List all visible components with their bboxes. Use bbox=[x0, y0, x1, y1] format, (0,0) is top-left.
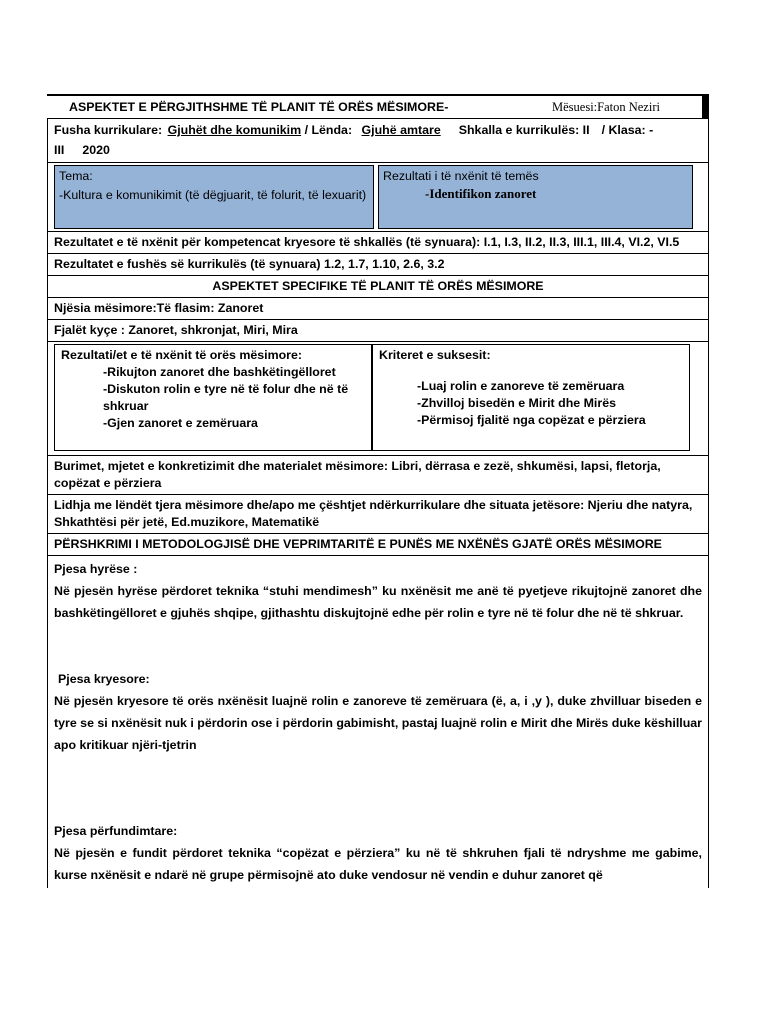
lesson-plan-document bbox=[47, 94, 709, 888]
teacher-name: Mësuesi:Faton Neziri bbox=[552, 99, 660, 114]
fusha-rezultatet-row: Rezultatet e fushës së kurrikulës (të synuara) 1.2, 1.7, 1.10, 2.6, 3.2 bbox=[48, 254, 708, 276]
tema-cell bbox=[54, 165, 374, 229]
general-aspects-header bbox=[47, 94, 709, 119]
kompetencat-row: Rezultatet e të nxënit për kompetencat kryesore të shkallës (të synuara): I.1, I.3, II.2, II.3, III.1, III.4, VI.2, VI.5 bbox=[48, 232, 708, 254]
lidhja-row: Lidhja me lëndët tjera mësimore dhe/apo me çështjet ndërkurrikulare dhe situata jetësore: Njeriu dhe natyra, Shkathtësi për jetë, Ed.muzikore, Matematikë bbox=[48, 495, 708, 534]
methodology-section bbox=[48, 556, 708, 888]
objectives-row bbox=[48, 342, 708, 456]
njesia-row: Njësia mësimore:Të flasim: Zanoret bbox=[48, 298, 708, 320]
klasa-label: / Klasa: - bbox=[601, 123, 654, 137]
kriteret-item: -Luaj rolin e zanoreve të zemëruara bbox=[417, 379, 625, 393]
rezultatet-ores-cell bbox=[54, 344, 372, 451]
kriteret-item: -Zhvilloj bisedën e Mirit dhe Mirës bbox=[417, 396, 616, 410]
rezultatet-ores-label: Rezultati/et e të nxënit të orës mësimore: bbox=[61, 348, 303, 362]
kriteret-cell bbox=[372, 344, 690, 451]
lenda-label: / Lënda: bbox=[301, 123, 356, 137]
fusha-label: Fusha kurrikulare: bbox=[54, 123, 166, 137]
pjesa-perfundimtare-title: Pjesa përfundimtare: bbox=[54, 824, 178, 838]
pjesa-kryesore-title: Pjesa kryesore: bbox=[58, 672, 150, 686]
rezultati-teme-label: Rezultati i të nxënit të temës bbox=[383, 169, 539, 183]
tema-value: -Kultura e komunikimit (të dëgjuarit, të folurit, të lexuarit) bbox=[59, 188, 367, 202]
metodologjia-title-row: PËRSHKRIMI I METODOLOGJISË DHE VEPRIMTARITË E PUNËS ME NXËNËS GJATË ORËS MËSIMORE bbox=[48, 534, 708, 556]
tema-row bbox=[48, 163, 708, 232]
specifike-title-row: ASPEKTET SPECIFIKE TË PLANIT TË ORËS MËSIMORE bbox=[48, 276, 708, 298]
year-text: 2020 bbox=[82, 143, 110, 157]
burimet-row: Burimet, mjetet e konkretizimit dhe materialet mësimore: Libri, dërrasa e zezë, shkumësi, lapsi, fletorja, copëzat e përziera bbox=[48, 456, 708, 495]
rezultatet-ores-item: -Gjen zanoret e zemëruara bbox=[103, 416, 258, 430]
rezultati-teme-cell bbox=[378, 165, 693, 229]
kriteret-item: -Përmisoj fjalitë nga copëzat e përziera bbox=[417, 413, 646, 427]
lenda-value: Gjuhë amtare bbox=[361, 123, 441, 137]
rezultati-teme-value: -Identifikon zanoret bbox=[425, 186, 537, 201]
pjesa-kryesore-text: Në pjesën kryesore të orës nxënësit luajnë rolin e zanoreve të zemëruara (ë, a, i ,y ), duke zhvilluar biseden e tyre se si nxënësit nuk i përdorin ose i përdorin gabimisht, pastaj luajnë rolin e Mirit dhe Mirës duke këshilluar apo kritikuar njëri-tjetrin bbox=[54, 694, 702, 752]
rezultatet-ores-item: -Rikujton zanoret dhe bashkëtingëlloret bbox=[103, 365, 336, 379]
fusha-value: Gjuhët dhe komunikim bbox=[167, 123, 302, 137]
pjesa-hyrese-title: Pjesa hyrëse : bbox=[54, 562, 138, 576]
fjalet-row: Fjalët kyçe : Zanoret, shkronjat, Miri, Mira bbox=[48, 320, 708, 342]
pjesa-hyrese-text: Në pjesën hyrëse përdoret teknika “stuhi mendimesh” ku nxënësit me anë të pyetjeve rikujtojnë zanoret dhe bashkëtingëlloret e gjuhës shqipe, gjithashtu diskujtojnë edhe për rolin e tyre në të folur dhe në të shkruar. bbox=[54, 584, 702, 620]
general-aspects-title: ASPEKTET E PËRGJITHSHME TË PLANIT TË ORËS MËSIMORE- bbox=[69, 100, 449, 114]
kriteret-label: Kriteret e suksesit: bbox=[379, 348, 491, 362]
tema-label: Tema: bbox=[59, 169, 93, 183]
klasa-value: III bbox=[54, 143, 65, 157]
curriculum-info-row bbox=[48, 119, 708, 163]
shkalla-text: Shkalla e kurrikulës: II bbox=[458, 123, 590, 137]
rezultatet-ores-item: -Diskuton rolin e tyre në të folur dhe në të shkruar bbox=[103, 382, 349, 413]
header-bar-decoration bbox=[702, 96, 709, 118]
pjesa-perfundimtare-text: Në pjesën e fundit përdoret teknika “copëzat e përziera” ku në të shkruhen fjali të ndryshme me gabime, kurse nxënësit e ndarë në grupe përmisojnë ato duke vendosur në vendin e duhur zanoret që bbox=[54, 846, 702, 882]
lesson-plan-table bbox=[47, 119, 709, 888]
